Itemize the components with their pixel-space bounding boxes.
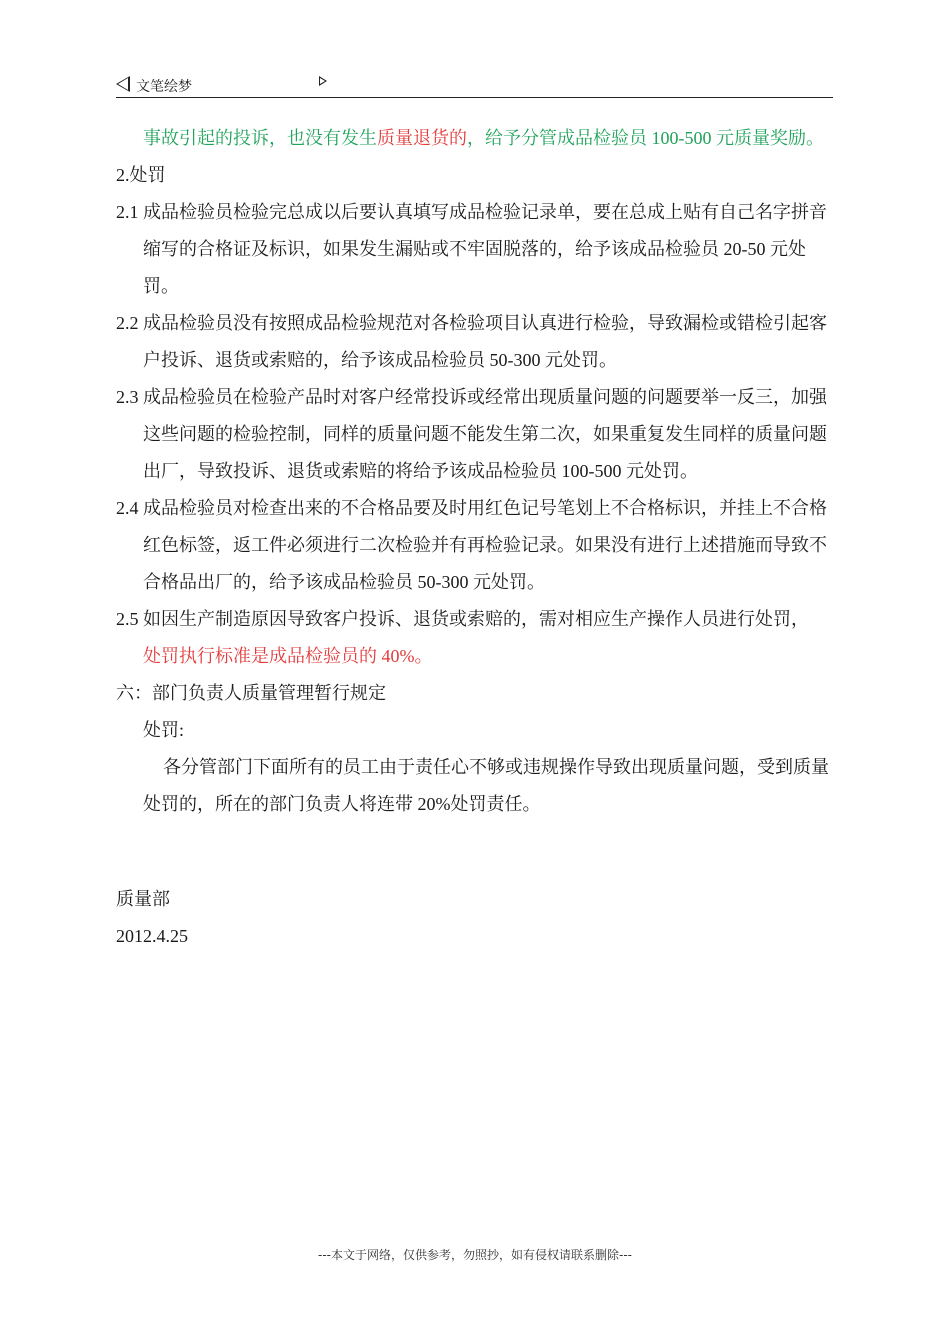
clause-2-5 <box>116 601 838 675</box>
page-header <box>116 73 833 98</box>
clause-number: 2.5 <box>116 609 139 629</box>
penalty-label: 处罚: <box>143 720 185 740</box>
continuation-part1: 事故引起的投诉，也没有发生 <box>143 128 377 148</box>
reward-continuation <box>116 120 838 157</box>
spacer <box>116 823 838 881</box>
document-body <box>116 120 838 955</box>
footer-notice: ---本文于网络，仅供参考，勿照抄，如有侵权请联系删除--- <box>318 1248 632 1262</box>
clause-number: 2.3 <box>116 387 139 407</box>
continuation-part2: 质量退货的 <box>377 128 467 148</box>
document-date: 2012.4.25 <box>116 926 188 946</box>
clause-number: 2.4 <box>116 498 139 518</box>
triangle-left-icon <box>116 76 130 92</box>
clause-highlight: 处罚执行标准是成品检验员的 40%。 <box>143 646 433 666</box>
clause-2-3 <box>116 379 838 490</box>
clause-text: 如因生产制造原因导致客户投诉、退货或索赔的，需对相应生产操作人员进行处罚， <box>143 609 809 629</box>
department-signature: 质量部 <box>116 889 170 909</box>
continuation-part3: ，给予分管成品检验员 100-500 元质量奖励。 <box>467 128 824 148</box>
clause-text: 成品检验员在检验产品时对客户经常投诉或经常出现质量问题的问题要举一反三，加强这些问题的检验控制，同样的质量问题不能发生第二次，如果重复发生同样的质量问题出厂，导致投诉、退货或索赔的将给予该成品检验员 100-500 元处罚。 <box>143 387 827 481</box>
section-heading-department-rules: 六：部门负责人质量管理暂行规定 <box>116 683 386 703</box>
brand-name: 文笔绘梦 <box>136 79 192 95</box>
penalty-paragraph: 各分管部门下面所有的员工由于责任心不够或违规操作导致出现质量问题，受到质量处罚的，所在的部门负责人将连带 20%处罚责任。 <box>143 757 829 814</box>
clause-number: 2.2 <box>116 313 139 333</box>
triangle-right-icon <box>319 76 327 86</box>
clause-2-1 <box>116 194 838 305</box>
clause-text: 成品检验员检验完总成以后要认真填写成品检验记录单，要在总成上贴有自己名字拼音缩写的合格证及标识，如果发生漏贴或不牢固脱落的，给予该成品检验员 20-50 元处罚。 <box>143 202 827 296</box>
clause-text: 成品检验员没有按照成品检验规范对各检验项目认真进行检验，导致漏检或错检引起客户投诉、退货或索赔的，给予该成品检验员 50-300 元处罚。 <box>143 313 827 370</box>
clause-2-4 <box>116 490 838 601</box>
section-heading-penalty: 2.处罚 <box>116 165 166 185</box>
clause-2-2 <box>116 305 838 379</box>
clause-number: 2.1 <box>116 202 139 222</box>
clause-text: 成品检验员对检查出来的不合格品要及时用红色记号笔划上不合格标识，并挂上不合格红色标签，返工件必须进行二次检验并有再检验记录。如果没有进行上述措施而导致不合格品出厂的，给予该成品检验员 50-300 元处罚。 <box>143 498 827 592</box>
